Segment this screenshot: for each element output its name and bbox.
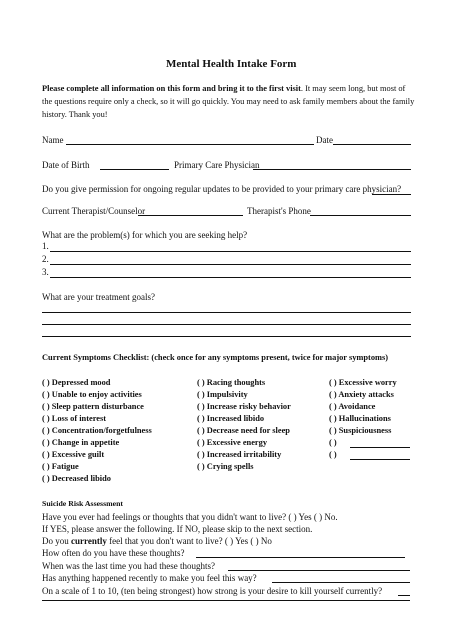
dob-label: Date of Birth (42, 160, 90, 170)
symptom-increased-libido[interactable] (197, 414, 264, 424)
symptom-label: Sleep pattern disturbance (51, 402, 144, 411)
dob-field[interactable] (100, 169, 169, 170)
checkbox[interactable]: ( ) (42, 426, 50, 435)
symptom-label: Increased irritability (206, 450, 282, 459)
problem-field-3[interactable] (50, 277, 411, 278)
checkbox[interactable]: ( ) (197, 378, 205, 387)
form-title: Mental Health Intake Form (166, 58, 297, 70)
symptom-label: Loss of interest (51, 414, 107, 423)
symptom-label: Crying spells (206, 462, 254, 471)
symptom-label: Increased libido (206, 414, 265, 423)
suicide-q4: When was the last time you had these thoughts? (42, 561, 215, 571)
q2-pre: Do you (42, 536, 71, 546)
q2-bold: currently (71, 536, 107, 546)
checkbox[interactable]: ( ) (42, 390, 50, 399)
intro-bold: Please complete all information on this form and bring it to the first visit (42, 84, 301, 93)
symptom-anxiety-attacks[interactable] (329, 390, 394, 400)
suicide-q1 (42, 512, 338, 523)
suicide-q5-field[interactable] (272, 582, 410, 583)
symptom-label: Excessive guilt (51, 450, 105, 459)
symptom-fatigue[interactable] (42, 462, 79, 472)
checkbox[interactable]: ( ) (329, 402, 337, 411)
suicide-q1-note: If YES, please answer the following. If NO, please skip to the next section. (42, 524, 313, 534)
problem-field-1[interactable] (50, 251, 411, 252)
symptom-other-2[interactable] (329, 450, 337, 460)
checkbox[interactable]: ( ) (197, 450, 205, 459)
suicide-q2 (42, 536, 272, 547)
symptom-label: Impulsivity (206, 390, 248, 399)
suicide-q6-line-2[interactable] (42, 600, 410, 601)
checkbox[interactable]: ( ) (197, 402, 205, 411)
checkbox[interactable]: ( ) (42, 414, 50, 423)
symptom-risky-behavior[interactable] (197, 402, 291, 412)
symptom-crying-spells[interactable] (197, 462, 254, 472)
checkbox[interactable]: ( ) (42, 378, 50, 387)
suicide-q3: How often do you have these thoughts? (42, 548, 185, 558)
problem-num-1: 1. (42, 241, 49, 251)
symptom-label: Decreased libido (51, 474, 111, 483)
symptom-sleep-disturbance[interactable] (42, 402, 144, 412)
symptom-label: Concentration/forgetfulness (51, 426, 152, 435)
date-label: Date (316, 135, 333, 145)
symptom-label: Racing thoughts (206, 378, 266, 387)
q2-options[interactable]: ( ) Yes ( ) No (224, 536, 272, 546)
date-field[interactable] (333, 144, 411, 145)
name-field[interactable] (66, 144, 314, 145)
checkbox[interactable]: ( ) (329, 450, 337, 459)
checkbox[interactable]: ( ) (197, 462, 205, 471)
checkbox[interactable]: ( ) (42, 402, 50, 411)
symptom-suspiciousness[interactable] (329, 426, 391, 436)
symptom-concentration[interactable] (42, 426, 152, 436)
symptom-label: Excessive worry (338, 378, 397, 387)
symptom-label: Unable to enjoy activities (51, 390, 142, 399)
goals-field-1[interactable] (42, 312, 411, 313)
symptom-excessive-worry[interactable] (329, 378, 397, 388)
intro-line-2: the questions require only a check, so it will go quickly. You may need to ask family members about the family (42, 97, 415, 106)
symptom-loss-of-interest[interactable] (42, 414, 106, 424)
symptom-decrease-sleep-need[interactable] (197, 426, 290, 436)
problem-num-3: 3. (42, 267, 49, 277)
suicide-q4-field[interactable] (228, 570, 410, 571)
symptom-label: Fatigue (51, 462, 79, 471)
symptom-label: Hallucinations (338, 414, 391, 423)
goals-question: What are your treatment goals? (42, 292, 155, 302)
checkbox[interactable]: ( ) (329, 378, 337, 387)
checkbox[interactable]: ( ) (329, 390, 337, 399)
checkbox[interactable]: ( ) (42, 474, 50, 483)
symptom-other-field-1[interactable] (350, 447, 410, 448)
symptom-guilt[interactable] (42, 450, 104, 460)
goals-field-3[interactable] (42, 336, 411, 337)
problem-num-2: 2. (42, 254, 49, 264)
q1-options[interactable]: ( ) Yes ( ) No. (288, 512, 338, 522)
pcp-label: Primary Care Physician (174, 160, 260, 170)
symptom-impulsivity[interactable] (197, 390, 248, 400)
suicide-q6: On a scale of 1 to 10, (ten being strongest) how strong is your desire to kill yourself currently? (42, 586, 383, 596)
checkbox[interactable]: ( ) (42, 438, 50, 447)
intro-rest: . It may seem long, but most of (300, 84, 406, 93)
symptom-hallucinations[interactable] (329, 414, 391, 424)
symptom-unable-to-enjoy[interactable] (42, 390, 142, 400)
permission-question: Do you give permission for ongoing regular updates to be provided to your primary care physician? (42, 184, 402, 194)
suicide-q6-field[interactable] (398, 595, 410, 596)
checkbox[interactable]: ( ) (197, 438, 205, 447)
name-label: Name (42, 135, 64, 145)
checklist-heading: Current Symptoms Checklist: (check once for any symptoms present, twice for major symptoms) (42, 353, 389, 362)
q2-post: feel that you don't want to live? (106, 536, 223, 546)
q1-text: Have you ever had feelings or thoughts that you didn't want to live? (42, 512, 287, 522)
therapist-field[interactable] (138, 215, 243, 216)
symptom-label: Increase risky behavior (206, 402, 291, 411)
symptom-avoidance[interactable] (329, 402, 375, 412)
suicide-heading: Suicide Risk Assessment (42, 499, 124, 508)
checkbox[interactable]: ( ) (42, 462, 50, 471)
checkbox[interactable]: ( ) (329, 414, 337, 423)
symptom-label: Decrease need for sleep (206, 426, 290, 435)
pcp-field[interactable] (253, 169, 411, 170)
suicide-q3-field[interactable] (196, 557, 405, 558)
symptom-label: Anxiety attacks (338, 390, 394, 399)
intro-line-1 (42, 84, 405, 94)
symptom-irritability[interactable] (197, 450, 281, 460)
symptom-other-1[interactable] (329, 438, 337, 448)
suicide-q5: Has anything happened recently to make you feel this way? (42, 573, 257, 583)
checkbox[interactable]: ( ) (329, 438, 337, 447)
symptom-label: Avoidance (338, 402, 376, 411)
symptom-label: Suspiciousness (338, 426, 392, 435)
symptom-label: Depressed mood (51, 378, 111, 387)
symptom-label: Change in appetite (51, 438, 120, 447)
therapist-phone-label: Therapist's Phone (247, 206, 311, 216)
therapist-phone-field[interactable] (310, 215, 411, 216)
problem-field-2[interactable] (50, 264, 411, 265)
symptom-depressed-mood[interactable] (42, 378, 110, 388)
checkbox[interactable]: ( ) (197, 390, 205, 399)
permission-field[interactable] (372, 194, 411, 195)
checkbox[interactable]: ( ) (197, 414, 205, 423)
symptom-appetite[interactable] (42, 438, 119, 448)
symptom-racing-thoughts[interactable] (197, 378, 265, 388)
symptom-excessive-energy[interactable] (197, 438, 267, 448)
intro-line-3: history. Thank you! (42, 110, 108, 119)
problems-question: What are the problem(s) for which you are seeking help? (42, 230, 248, 240)
symptom-decreased-libido[interactable] (42, 474, 111, 484)
checkbox[interactable]: ( ) (197, 426, 205, 435)
symptom-label: Excessive energy (206, 438, 268, 447)
symptom-other-field-2[interactable] (350, 459, 410, 460)
checkbox[interactable]: ( ) (42, 450, 50, 459)
goals-field-2[interactable] (42, 324, 411, 325)
checkbox[interactable]: ( ) (329, 426, 337, 435)
therapist-label: Current Therapist/Counselor (42, 206, 146, 216)
